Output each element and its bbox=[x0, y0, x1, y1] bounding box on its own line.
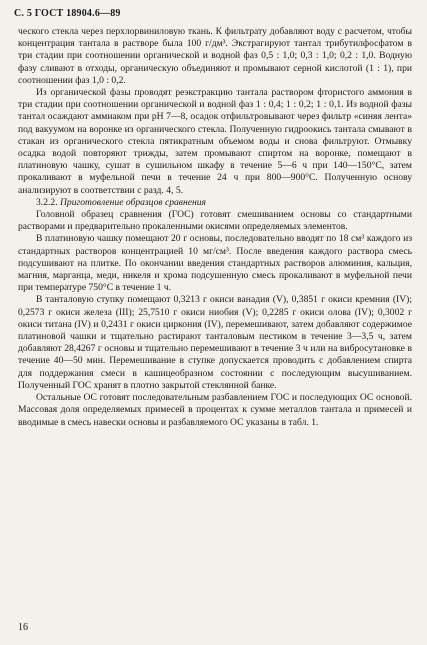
page-header: С. 5 ГОСТ 18904.6—89 bbox=[14, 8, 121, 19]
page-number: 16 bbox=[18, 622, 28, 633]
document-body bbox=[18, 26, 412, 429]
section-number: 3.2.2. bbox=[36, 196, 58, 208]
paragraph-platinum-dish: В платиновую чашку помещают 20 г основы, последовательно вводят по 18 см³ каждого из стандартных растворов концентрацией 10 мг/см³. После введения каждого раствора смесь подсушивают на плитке. По окончании введения стандартных растворов алюминия, кальция, магния, марганца, меди, никеля и хрома подсушенную смесь прокаливают в муфельной печи при температуре 750°C в течение 1 ч. bbox=[18, 233, 412, 294]
paragraph-reextraction: Из органической фазы проводят реэкстракцию тантала раствором фтористого аммония в три стадии при соотношении органической и водной фаз 1 : 0,4; 1 : 0,2; 1 : 0,1. Из водной фазы тантал осаждают аммиаком при pH 7—8, осадок отфильтровывают через фильтр «синяя лента» под вакуумом на воронке из органического стекла. Полученную гидроокись тантала смывают в стакан из органического стекла пятикратным объемом воды и снова фильтруют. Отмывку осадка водой повторяют трижды, затем промывают спиртом на воронке, помещают в платиновую чашку, сушат в сушильном шкафу в течение 5—6 ч при 140—150°C, затем прокаливают в муфельной печи в течение 24 ч при 800—900°C. Полученную основу анализируют в соответствии с разд. 4, 5. bbox=[18, 87, 412, 196]
section-heading bbox=[18, 197, 412, 209]
paragraph-tantalum-mortar: В танталовую ступку помещают 0,3213 г окиси ванадия (V), 0,3851 г окиси кремния (IV); 0,2573 г окиси железа (III); 25,7510 г окиси ниобия (V); 0,2285 г окиси олова (IV); 0,3002 г окиси титана (IV) и 0,2431 г окиси циркония (IV), перемешивают, затем добавляют содержимое платиновой чашки и тщательно растирают танталовым пестиком в течение 3—3,5 ч, затем добавляют 28,4267 г основы и тщательно перемешивают в течение 3 ч или на вибросутановке в течение 40—50 мин. Перемешивание в ступке допускается проводить с добавлением спирта для поддержания смеси в кашицеобразном состоянии с последующим высушиванием. Полученный ГОС хранят в плотно закрытой стеклянной банке. bbox=[18, 294, 412, 391]
section-title: Приготовление образцов сравнения bbox=[60, 196, 207, 208]
paragraph-reference-sample: Головной образец сравнения (ГОС) готовят смешиванием основы со стандартными растворами и предварительно прокаленными окисями определяемых элементов. bbox=[18, 209, 412, 233]
paragraph-dilution: Остальные ОС готовят последовательным разбавлением ГОС и последующих ОС основой. Массовая доля определяемых примесей в процентах к сумме металлов тантала и примесей и вводимые в смесь навески основы и разбавляемого ОС указаны в табл. 1. bbox=[18, 392, 412, 428]
paragraph-continuation: ческого стекла через перхлорвиниловую ткань. К фильтрату добавляют воду с расчетом, чтобы концентрация тантала в растворе была 100 г/дм³. Экстрагируют тантал трибутилфосфатом в три стадии при соотношении органической и водной фаз 0,5 : 1,0; 0,3 : 1,0; 0,2 : 1,0. Водную фазу сливают в отходы, органическую объединяют и промывают серной кислотой (1 : 1), при соотношении фаз 1,0 : 0,2. bbox=[18, 26, 412, 86]
